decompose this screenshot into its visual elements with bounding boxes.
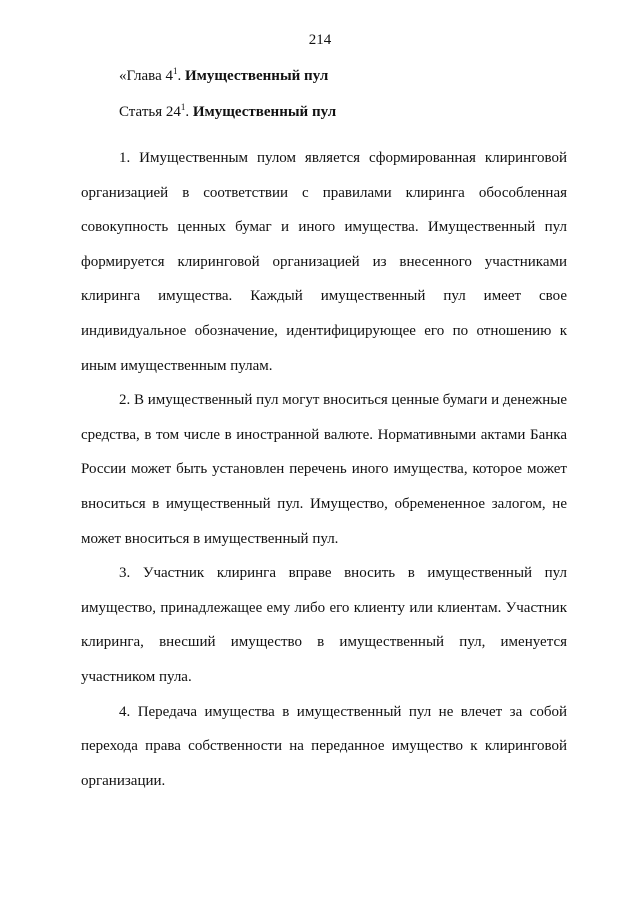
article-separator: .: [185, 104, 193, 120]
article-heading: [119, 104, 336, 121]
article-title: Имущественный пул: [192, 104, 337, 120]
page-number: 214: [308, 32, 332, 48]
chapter-title: Имущественный пул: [184, 68, 329, 84]
paragraph-1: 1. Имущественным пулом является сформированная клиринговой организацией в соответствии с правилами клиринга обособленная совокупность ценных бумаг и иного имущества. Имущественный пул формируется клиринговой организацией из внесенного участниками клиринга имущества. Каждый имущественный пул имеет свое индивидуальное обозначение, идентифицирующее его по отношению к иным имущественным пулам.: [81, 150, 567, 374]
chapter-separator: .: [177, 68, 185, 84]
paragraph-3: 3. Участник клиринга вправе вносить в имущественный пул имущество, принадлежащее ему либо его клиенту или клиентам. Участник клиринга, внесший имущество в имущественный пул, именуется участником пула.: [81, 565, 567, 685]
chapter-prefix: «Глава 4: [119, 68, 173, 84]
article-superscript: 1: [180, 102, 186, 112]
article-body: [81, 141, 567, 798]
article-prefix: Статья 24: [119, 104, 181, 120]
paragraph-2: 2. В имущественный пул могут вноситься ценные бумаги и денежные средства, в том числе в иностранной валюте. Нормативными актами Банка России может быть установлен перечень иного имущества, которое может вноситься в имущественный пул. Имущество, обремененное залогом, не может вноситься в имущественный пул.: [81, 392, 568, 547]
paragraph-4: 4. Передача имущества в имущественный пул не влечет за собой перехода права собственности на переданное имущество к клиринговой организации.: [81, 703, 567, 789]
chapter-heading: [119, 68, 328, 85]
chapter-superscript: 1: [172, 66, 178, 76]
